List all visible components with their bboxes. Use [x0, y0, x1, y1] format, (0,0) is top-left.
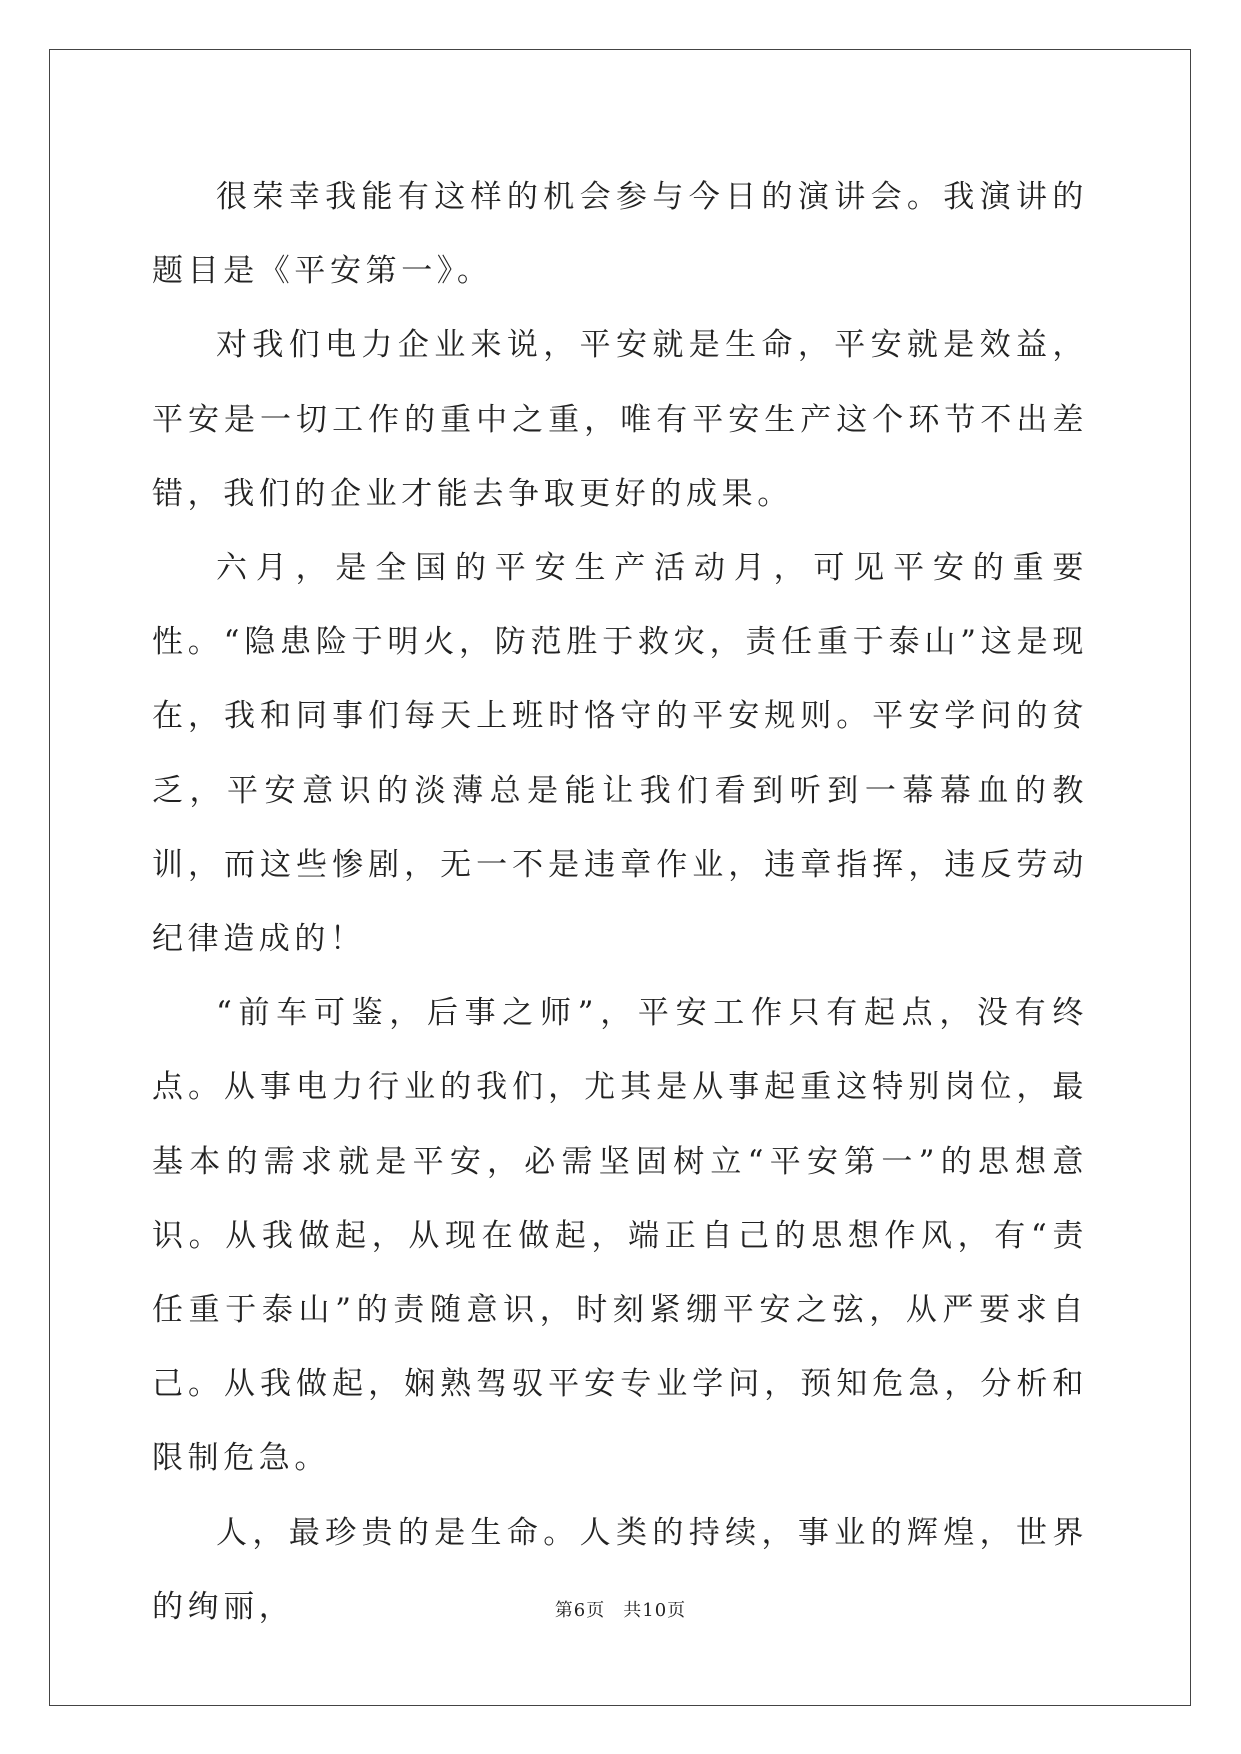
paragraph: 人，最珍贵的是生命。人类的持续，事业的辉煌，世界的绚丽，	[152, 1514, 1088, 1625]
paragraph: 六月，是全国的平安生产活动月，可见平安的重要性。“隐患险于明火，防范胜于救灾，责任重于泰山”这是现在，我和同事们每天上班时恪守的平安规则。平安学问的贫乏，平安意识的淡薄总是能让我们看到听到一幕幕血的教训，而这些惨剧，无一不是违章作业，违章指挥，违反劳动纪律造成的！	[152, 550, 1088, 958]
paragraph: “前车可鉴，后事之师”，平安工作只有起点，没有终点。从事电力行业的我们，尤其是从事起重这特别岗位，最基本的需求就是平安，必需坚固树立“平安第一”的思想意识。从我做起，从现在做起，端正自己的思想作风，有“责任重于泰山”的责随意识，时刻紧绷平安之弦，从严要求自己。从我做起，娴熟驾驭平安专业学问，预知危急，分析和限制危急。	[152, 995, 1088, 1477]
paragraph: 对我们电力企业来说，平安就是生命，平安就是效益，平安是一切工作的重中之重，唯有平安生产这个环节不出差错，我们的企业才能去争取更好的成果。	[152, 327, 1088, 512]
page-total: 共10页	[623, 1600, 687, 1621]
page-footer	[0, 1596, 1241, 1622]
page-number: 第6页	[554, 1600, 606, 1621]
paragraph: 很荣幸我能有这样的机会参与今日的演讲会。我演讲的题目是《平安第一》。	[152, 179, 1088, 290]
document-body	[152, 160, 1088, 1644]
